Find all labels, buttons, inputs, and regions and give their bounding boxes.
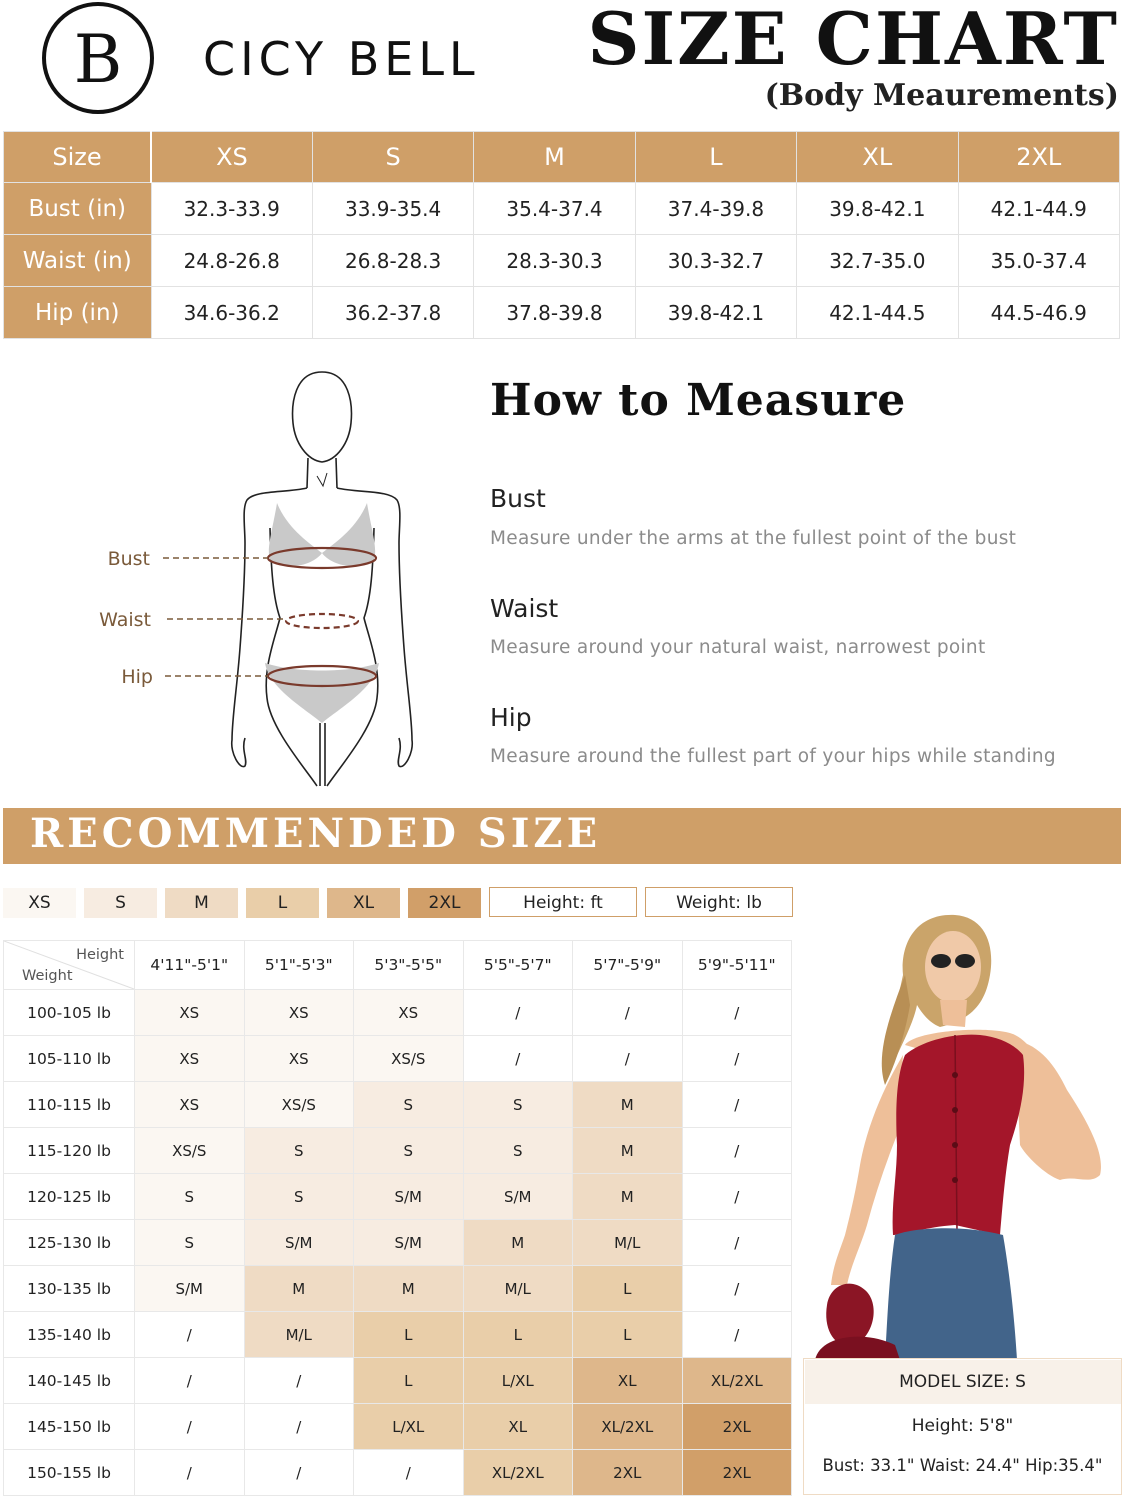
size-recommendation-cell: / [463, 990, 573, 1036]
legend-swatch-s: S [84, 888, 157, 918]
page-title: SIZE CHART [587, 0, 1119, 81]
brand-name: CICY BELL [203, 32, 480, 86]
size-header: XL [797, 132, 958, 183]
size-recommendation-cell: M/L [573, 1220, 683, 1266]
weight-range-label: 105-110 lb [4, 1036, 135, 1082]
measurement-cell: 33.9-35.4 [312, 183, 473, 235]
height-range-header: 5'3"-5'5" [354, 941, 464, 990]
figure-label-hip: Hip [121, 666, 153, 688]
row-label: Bust (in) [4, 183, 152, 235]
size-recommendation-cell: S [463, 1128, 573, 1174]
size-header: Size [4, 132, 152, 183]
size-recommendation-cell: M [573, 1174, 683, 1220]
size-recommendation-cell: / [682, 990, 792, 1036]
height-range-header: 4'11"-5'1" [135, 941, 245, 990]
size-recommendation-cell: XS [135, 1082, 245, 1128]
size-recommendation-cell: / [682, 1128, 792, 1174]
weight-range-label: 110-115 lb [4, 1082, 135, 1128]
size-recommendation-cell: S/M [354, 1174, 464, 1220]
size-recommendation-cell: M/L [244, 1312, 354, 1358]
size-recommendation-cell: L [573, 1312, 683, 1358]
size-recommendation-cell: 2XL [682, 1404, 792, 1450]
size-recommendation-cell: M [354, 1266, 464, 1312]
size-recommendation-cell: / [354, 1450, 464, 1496]
size-header: L [635, 132, 796, 183]
weight-row [4, 1312, 792, 1358]
size-recommendation-cell: 2XL [682, 1450, 792, 1496]
size-recommendation-cell: S [244, 1174, 354, 1220]
measurement-cell: 26.8-28.3 [312, 235, 473, 287]
size-recommendation-cell: XS [354, 990, 464, 1036]
recommended-title: RECOMMENDED SIZE [30, 810, 602, 857]
size-recommendation-cell: XL/2XL [573, 1404, 683, 1450]
measure-bust-desc: Measure under the arms at the fullest point of the bust [490, 528, 1017, 549]
legend-swatch-xs: XS [3, 888, 76, 918]
measurement-cell: 39.8-42.1 [797, 183, 958, 235]
weight-row [4, 1450, 792, 1496]
figure-label-waist: Waist [99, 609, 151, 631]
weight-range-label: 135-140 lb [4, 1312, 135, 1358]
weight-range-label: 115-120 lb [4, 1128, 135, 1174]
height-range-header: 5'5"-5'7" [463, 941, 573, 990]
size-recommendation-cell: / [682, 1220, 792, 1266]
size-recommendation-cell: S [354, 1128, 464, 1174]
measurement-cell: 42.1-44.5 [797, 287, 958, 339]
legend-swatch-m: M [165, 888, 238, 918]
size-recommendation-cell: 2XL [573, 1450, 683, 1496]
size-recommendation-cell: / [135, 1312, 245, 1358]
weight-range-label: 130-135 lb [4, 1266, 135, 1312]
size-recommendation-cell: / [135, 1358, 245, 1404]
measure-hip-heading: Hip [490, 703, 532, 732]
model-photo [805, 905, 1123, 1360]
size-recommendation-cell: S/M [135, 1266, 245, 1312]
logo-letter: B [73, 21, 123, 98]
weight-row [4, 1128, 792, 1174]
row-label: Hip (in) [4, 287, 152, 339]
size-recommendation-cell: XS [244, 990, 354, 1036]
size-recommendation-cell: / [682, 1312, 792, 1358]
legend-swatch-2xl: 2XL [408, 888, 481, 918]
size-recommendation-cell: M [573, 1128, 683, 1174]
size-recommendation-cell: / [135, 1404, 245, 1450]
size-recommendation-cell: L/XL [354, 1404, 464, 1450]
weight-row [4, 1266, 792, 1312]
size-recommendation-cell: / [682, 1266, 792, 1312]
measurement-cell: 42.1-44.9 [958, 183, 1119, 235]
weight-row [4, 1404, 792, 1450]
size-recommendation-cell: S/M [463, 1174, 573, 1220]
measurement-cell: 44.5-46.9 [958, 287, 1119, 339]
size-recommendation-cell: / [135, 1450, 245, 1496]
size-recommendation-cell: / [244, 1404, 354, 1450]
weight-row [4, 1220, 792, 1266]
row-label: Waist (in) [4, 235, 152, 287]
size-recommendation-cell: XS/S [244, 1082, 354, 1128]
size-recommendation-cell: M [573, 1082, 683, 1128]
size-recommendation-cell: L [354, 1358, 464, 1404]
size-recommendation-cell: XS [244, 1036, 354, 1082]
measurement-cell: 35.0-37.4 [958, 235, 1119, 287]
corner-height-label: Height [76, 947, 124, 963]
measurement-cell: 28.3-30.3 [474, 235, 635, 287]
size-recommendation-cell: S [244, 1128, 354, 1174]
size-chart-row-bust [4, 183, 1120, 235]
size-header: M [474, 132, 635, 183]
size-recommendation-cell: / [573, 1036, 683, 1082]
size-recommendation-cell: S [135, 1220, 245, 1266]
size-recommendation-cell: XS [135, 1036, 245, 1082]
size-recommendation-cell: XL [463, 1404, 573, 1450]
body-measure-illustration [95, 368, 425, 788]
size-recommendation-cell: M [244, 1266, 354, 1312]
size-recommendation-cell: XL [573, 1358, 683, 1404]
size-recommendation-cell: / [244, 1358, 354, 1404]
size-recommendation-cell: L [354, 1312, 464, 1358]
measurement-cell: 34.6-36.2 [151, 287, 312, 339]
size-chart-row-hip [4, 287, 1120, 339]
figure-label-bust: Bust [107, 548, 150, 570]
height-unit-legend: Height: ft [489, 887, 637, 917]
legend-swatch-l: L [246, 888, 319, 918]
model-measurements: Bust: 33.1" Waist: 24.4" Hip:35.4" [822, 1456, 1103, 1475]
size-header: XS [151, 132, 312, 183]
weight-range-label: 120-125 lb [4, 1174, 135, 1220]
size-recommendation-cell: S [135, 1174, 245, 1220]
measurement-cell: 37.8-39.8 [474, 287, 635, 339]
page-subtitle: (Body Meaurements) [764, 78, 1119, 113]
model-height: Height: 5'8" [911, 1416, 1014, 1436]
measurement-cell: 24.8-26.8 [151, 235, 312, 287]
size-chart-header-row [4, 132, 1120, 183]
weight-row [4, 1174, 792, 1220]
size-recommendation-cell: XL/2XL [682, 1358, 792, 1404]
how-to-measure-title: How to Measure [490, 375, 907, 426]
corner-weight-label: Weight [22, 968, 73, 984]
weight-range-label: 125-130 lb [4, 1220, 135, 1266]
weight-row [4, 1358, 792, 1404]
size-recommendation-cell: S [463, 1082, 573, 1128]
size-recommendation-cell: / [463, 1036, 573, 1082]
legend-swatch-xl: XL [327, 888, 400, 918]
weight-range-label: 140-145 lb [4, 1358, 135, 1404]
size-recommendation-cell: L [573, 1266, 683, 1312]
size-chart-row-waist [4, 235, 1120, 287]
weight-unit-legend: Weight: lb [645, 887, 793, 917]
size-chart-table [3, 131, 1120, 339]
recommended-size-table [3, 940, 792, 1496]
measurement-cell: 32.3-33.9 [151, 183, 312, 235]
height-range-header: 5'7"-5'9" [573, 941, 683, 990]
measurement-cell: 35.4-37.4 [474, 183, 635, 235]
measure-hip-desc: Measure around the fullest part of your hips while standing [490, 746, 1056, 767]
size-recommendation-cell: XS [135, 990, 245, 1036]
measure-bust-heading: Bust [490, 484, 546, 513]
table-corner-cell [4, 941, 135, 990]
measurement-cell: 39.8-42.1 [635, 287, 796, 339]
size-recommendation-cell: S [354, 1082, 464, 1128]
recommended-size-body [4, 990, 792, 1496]
size-recommendation-cell: M [463, 1220, 573, 1266]
size-recommendation-cell: L [463, 1312, 573, 1358]
size-recommendation-cell: / [244, 1450, 354, 1496]
size-recommendation-cell: S/M [354, 1220, 464, 1266]
measurement-cell: 30.3-32.7 [635, 235, 796, 287]
size-recommendation-cell: M/L [463, 1266, 573, 1312]
size-header: S [312, 132, 473, 183]
weight-range-label: 100-105 lb [4, 990, 135, 1036]
size-recommendation-cell: S/M [244, 1220, 354, 1266]
size-recommendation-cell: / [682, 1082, 792, 1128]
measure-waist-desc: Measure around your natural waist, narrowest point [490, 637, 986, 658]
size-recommendation-cell: XS/S [354, 1036, 464, 1082]
size-recommendation-cell: / [573, 990, 683, 1036]
weight-range-label: 145-150 lb [4, 1404, 135, 1450]
brand-logo [38, 0, 158, 120]
height-header-row [4, 941, 792, 990]
measurement-cell: 32.7-35.0 [797, 235, 958, 287]
size-recommendation-cell: XL/2XL [463, 1450, 573, 1496]
measurement-cell: 37.4-39.8 [635, 183, 796, 235]
measurement-cell: 36.2-37.8 [312, 287, 473, 339]
size-header: 2XL [958, 132, 1119, 183]
size-recommendation-cell: L/XL [463, 1358, 573, 1404]
size-recommendation-cell: XS/S [135, 1128, 245, 1174]
measure-waist-heading: Waist [490, 594, 559, 623]
height-range-header: 5'9"-5'11" [682, 941, 792, 990]
weight-row [4, 990, 792, 1036]
weight-range-label: 150-155 lb [4, 1450, 135, 1496]
size-recommendation-cell: / [682, 1174, 792, 1220]
model-size: MODEL SIZE: S [899, 1372, 1026, 1392]
weight-row [4, 1082, 792, 1128]
weight-row [4, 1036, 792, 1082]
height-range-header: 5'1"-5'3" [244, 941, 354, 990]
size-recommendation-cell: / [682, 1036, 792, 1082]
